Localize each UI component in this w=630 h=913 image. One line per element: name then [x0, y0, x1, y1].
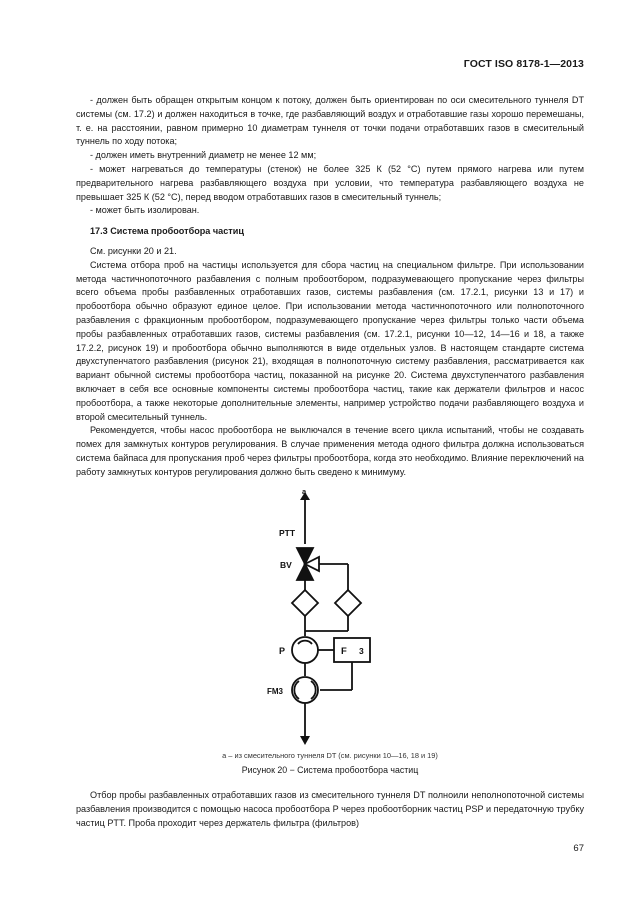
list-item: - должен иметь внутренний диаметр не менее 12 мм; [90, 150, 317, 161]
outlet-arrow-icon [300, 736, 310, 745]
flow-meter-icon [292, 677, 318, 703]
section-heading: 17.3 Система пробоотбора частиц [90, 226, 244, 237]
figure-20 [76, 488, 584, 776]
figure-note: a – из смесительного туннеля DT (см. рисунки 10—16, 18 и 19) [222, 751, 438, 760]
paragraph: См. рисунки 20 и 21. [90, 245, 177, 256]
list-item: - должен быть обращен открытым концом к потоку, должен быть ориентирован по оси смесительного туннеля DT системы (см. 17.2) и должен находиться в точке, где разбавляющий воздух и отработавшие газы хорошо перемешаны, т. е. на расстоянии, равном примерно 10 диаметрам туннеля от точки подачи отработавших газов в смесительный туннель по ходу потока; [76, 95, 584, 147]
f-label: F [341, 646, 347, 657]
standard-header: ГОСТ ISO 8178-1—2013 [463, 58, 584, 70]
flow-controller-box [334, 638, 370, 662]
inlet-label: a [302, 488, 307, 496]
bv-label: BV [280, 560, 292, 570]
f-number-label: 3 [359, 646, 364, 656]
paragraph: Рекомендуется, чтобы насос пробоотбора не выключался в течение всего цикла испытаний, чтобы не создавать помех для замкнутых контуров регулирования. В случае применения метода одного фильтра должна использоваться система байпаса для пропускания проб через фильтры пробоотбора, когда это необходимо. Влияние переключений на работу замкнутых контуров регулирования должно быть сведено к минимуму. [76, 425, 584, 477]
sampling-system-diagram [76, 488, 584, 750]
page-number: 67 [573, 843, 584, 854]
figure-caption: Рисунок 20 − Система пробоотбора частиц [241, 765, 419, 775]
flow-meter-label: FM3 [267, 687, 283, 696]
filter-holder-left-icon [292, 590, 318, 616]
list-item: - может быть изолирован. [90, 205, 200, 216]
list-item: - может нагреваться до температуры (стенок) не более 325 К (52 °С) путем прямого нагрева или путем предварительного нагрева разбавляющего воздуха при условии, что температура разбавляющего воздуха не превышает 325 К (52 °С), перед вводом отработавших газов в смесительный туннель; [76, 163, 584, 202]
requirements-list [76, 94, 584, 480]
paragraph: Отбор пробы разбавленных отработавших газов из смесительного туннеля DT полноили неполнопоточной системы разбавления производится с помощью насоса пробоотбора P через пробоотборник частиц PSP и передаточную трубку частиц PTT. Проба проходит через держатель фильтра (фильтров) [76, 790, 584, 828]
ptt-label: PTT [279, 528, 296, 538]
filter-holder-right-icon [335, 590, 361, 616]
paragraph: Система отбора проб на частицы используется для сбора частиц на специальном фильтре. При использовании метода частичнопоточного разбавления с полным пробоотбором, подразумевающего пропускание через фильтры всего объема пробы разбавленных отработавших газов, системы разбавления (см. 17.2.1, рисунки 13 и 17) и пробоотбора обычно образуют единое целое. При использовании метода частичнопоточного или полнопоточного разбавления с фракционным пробоотбором, подразумевающего пропускание через фильтры только части объема пробы разбавленных отработавших газов, системы разбавления (см. 17.2.1, рисунки 10—12, 14—16 и 18, а также 17.2.2, рисунок 19) и пробоотбора обычно выполняются в виде отдельных узлов. В настоящем стандарте система двухступенчатого разбавления (рисунок 21), входящая в полнопоточную систему разбавления, рассматривается как вариант обычной системы пробоотбора частиц, показанной на рисунке 20. Система двухступенчатого разбавления включает в себя все основные компоненты системы пробоотбора частиц, такие как держатели фильтров и насос пробоотбора, а также некоторые дополнительные элементы, например устройство подачи разбавляющего воздуха и второй смесительный туннель. [76, 259, 584, 422]
pump-label: P [279, 646, 286, 656]
after-figure-text [76, 789, 584, 830]
